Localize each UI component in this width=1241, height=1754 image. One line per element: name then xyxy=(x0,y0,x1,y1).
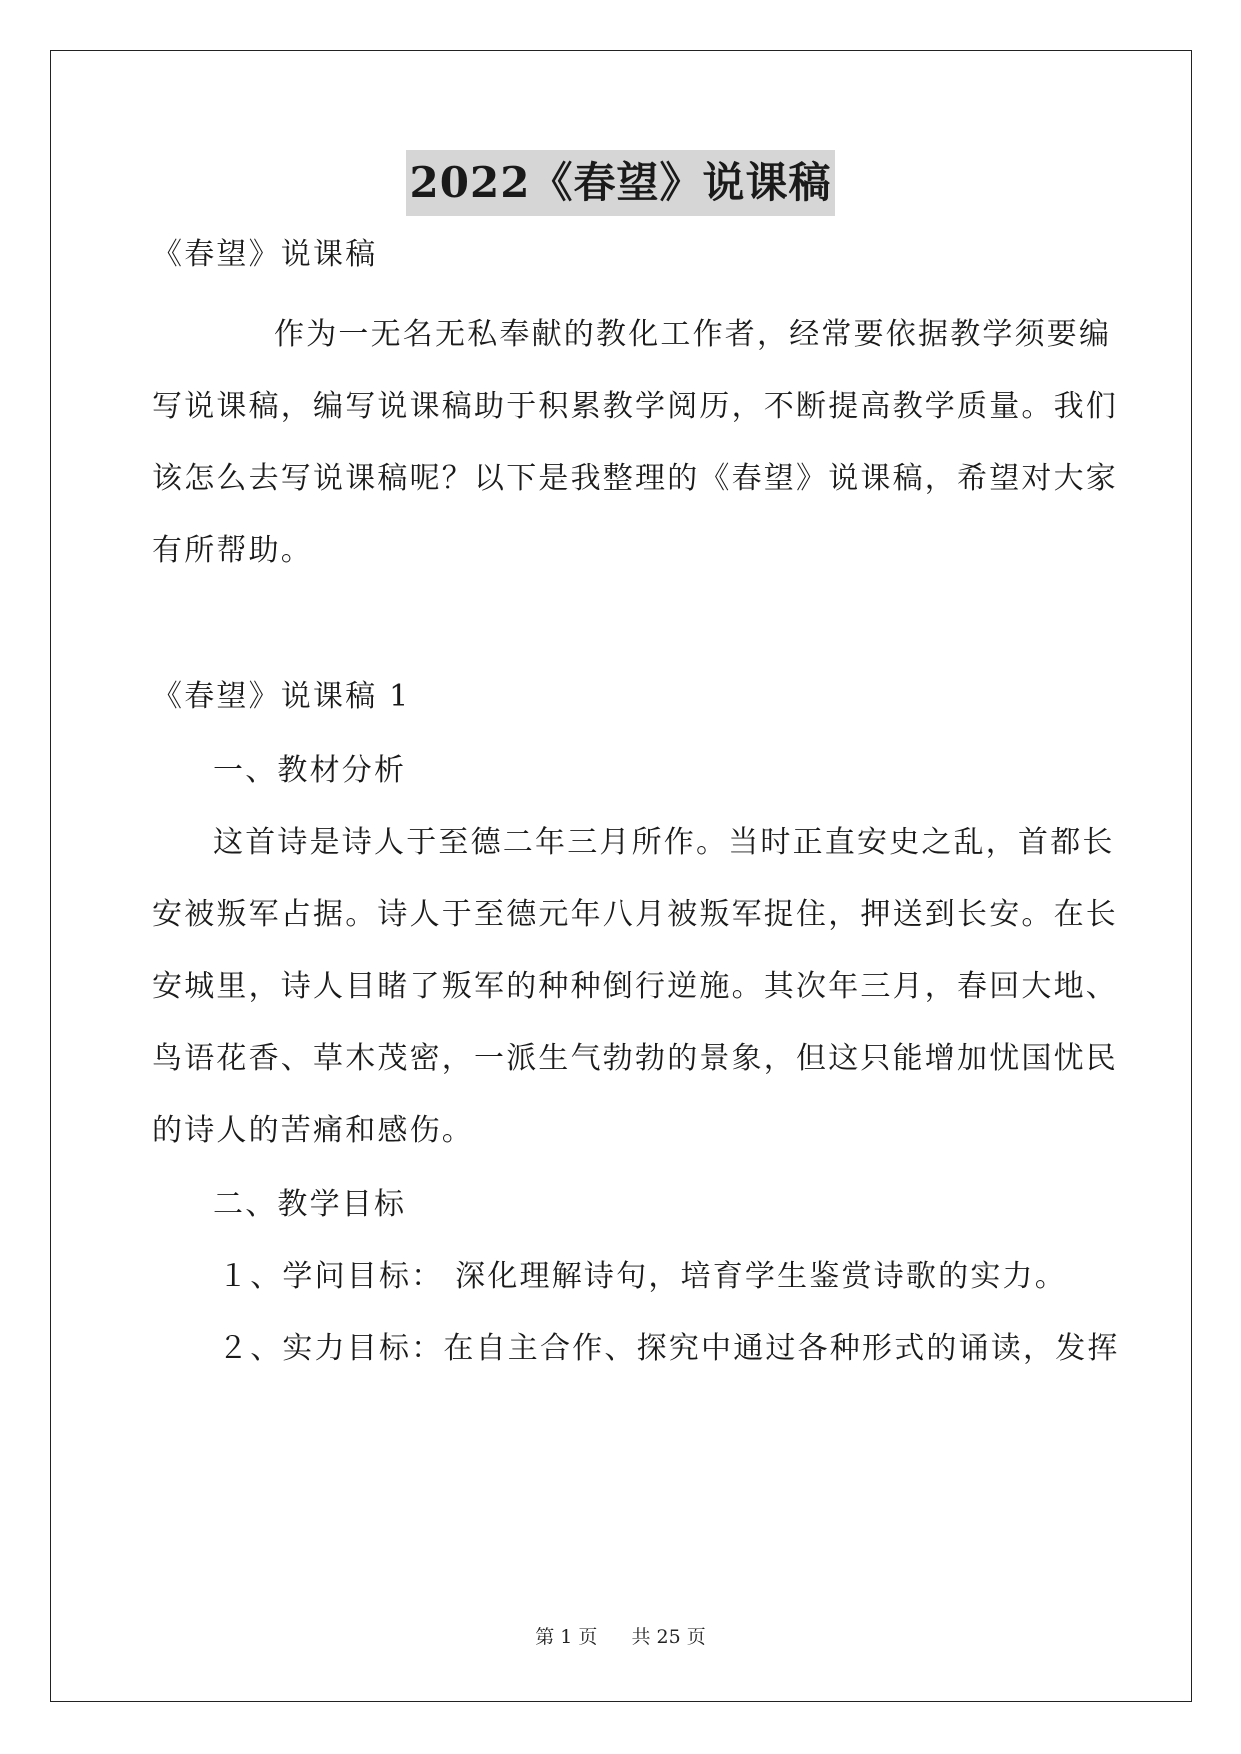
paragraph-line: 安被叛军占据。诗人于至德元年八月被叛军捉住，押送到长安。在长 xyxy=(152,897,1118,932)
section-heading: 二、教学目标 xyxy=(213,1187,407,1222)
title-container xyxy=(0,150,1241,216)
section-heading: 《春望》说课稿 1 xyxy=(152,679,411,714)
paragraph-line: 安城里，诗人目睹了叛军的种种倒行逆施。其次年三月，春回大地、 xyxy=(152,969,1118,1004)
subtitle-line: 《春望》说课稿 xyxy=(152,237,378,272)
section-heading: 一、教材分析 xyxy=(213,753,407,788)
document-title: 2022《春望》说课稿 xyxy=(406,150,836,216)
page-border xyxy=(50,50,1192,1702)
list-item: ２、实力目标：在自主合作、探究中通过各种形式的诵读，发挥 xyxy=(218,1331,1120,1366)
page-number: 第 1 页 xyxy=(535,1626,598,1648)
paragraph-line: 这首诗是诗人于至德二年三月所作。当时正直安史之乱，首都长 xyxy=(213,825,1115,860)
paragraph-line: 写说课稿，编写说课稿助于积累教学阅历，不断提高教学质量。我们 xyxy=(152,389,1118,424)
paragraph-line: 有所帮助。 xyxy=(152,533,313,568)
paragraph-line: 鸟语花香、草木茂密，一派生气勃勃的景象，但这只能增加忧国忧民 xyxy=(152,1041,1118,1076)
paragraph-line: 该怎么去写说课稿呢？以下是我整理的《春望》说课稿，希望对大家 xyxy=(152,461,1118,496)
page-total: 共 25 页 xyxy=(631,1626,706,1648)
paragraph-line: 作为一无名无私奉献的教化工作者，经常要依据教学须要编 xyxy=(274,317,1112,352)
list-item: １、学问目标： 深化理解诗句，培育学生鉴赏诗歌的实力。 xyxy=(218,1259,1067,1294)
page-footer xyxy=(0,1622,1241,1649)
paragraph-line: 的诗人的苦痛和感伤。 xyxy=(152,1113,474,1148)
